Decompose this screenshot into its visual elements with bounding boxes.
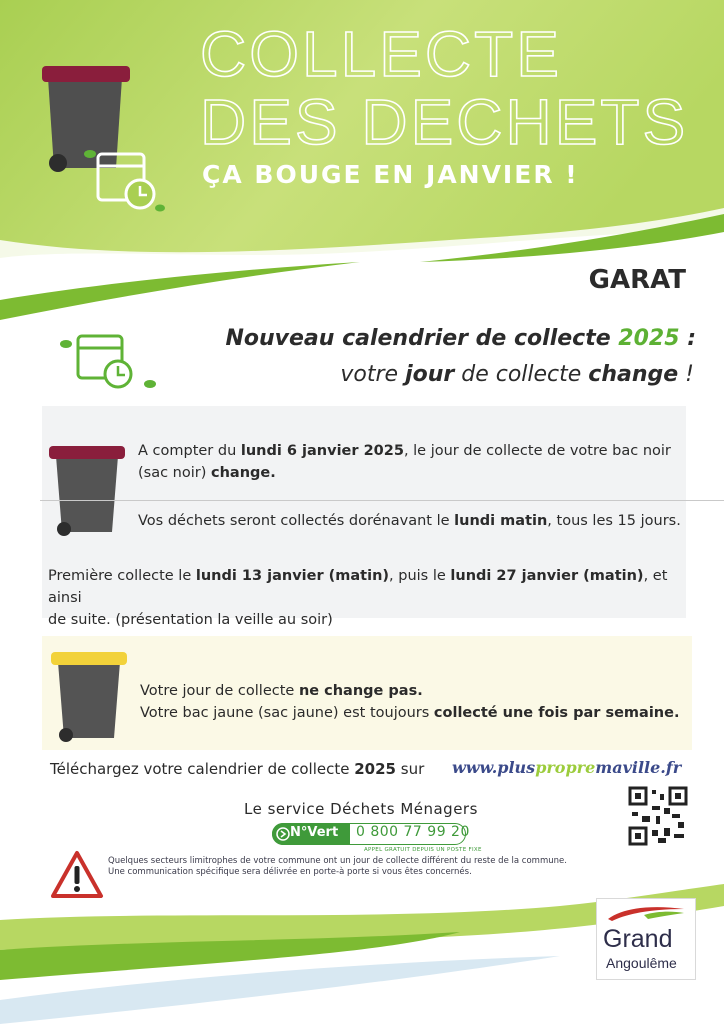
logo-line-1: Grand [603, 925, 673, 953]
commune-name: GARAT [588, 265, 686, 295]
logo-line-2: Angoulême [606, 955, 677, 971]
logo-swoosh-icon [604, 903, 688, 923]
title-line-2: DES DECHETS [200, 86, 689, 158]
subtitle: ÇA BOUGE EN JANVIER ! [202, 160, 579, 189]
arrow-icon [276, 827, 290, 841]
headline-line-1: Nouveau calendrier de collecte 2025 : [225, 326, 696, 351]
phone-number[interactable]: 0 800 77 99 20 [356, 824, 470, 840]
header-calendar-clock-icon [78, 140, 178, 220]
black-bin-icon [46, 442, 130, 542]
phone-note: APPEL GRATUIT DEPUIS UN POSTE FIXE [364, 847, 482, 853]
fold-line [40, 500, 724, 501]
qr-code-icon[interactable] [628, 786, 688, 846]
yellow-bin-text: Votre jour de collecte ne change pas. Votre bac jaune (sac jaune) est toujours collecté une fois par semaine. [140, 683, 680, 721]
black-bin-text-1: A compter du lundi 6 janvier 2025, le jour de collecte de votre bac noir (sac noir) change. [138, 443, 671, 481]
download-text: Téléchargez votre calendrier de collecte 2025 sur [50, 760, 425, 778]
yellow-bin-icon [48, 648, 132, 748]
service-name: Le service Déchets Ménagers [244, 800, 478, 818]
black-bin-text-3: Première collecte le lundi 13 janvier (matin), puis le lundi 27 janvier (matin), et ainsi de suite. (présentation la veille au soir) [48, 568, 668, 628]
headline-line-2: votre jour de collecte change ! [340, 362, 694, 387]
calendar-clock-icon [54, 326, 164, 396]
title-line-1: COLLECTE [200, 18, 562, 90]
black-bin-text-2: Vos déchets seront collectés dorénavant le lundi matin, tous les 15 jours. [138, 513, 681, 529]
website-link[interactable]: www.pluspropremaville.fr [452, 758, 682, 777]
headline-year: 2025 [618, 326, 680, 351]
notice-text: Quelques secteurs limitrophes de votre commune ont un jour de collecte différent du reste de la commune. Une communication spécifique sera délivrée en porte-à porte si vous êtes concernés. [108, 856, 567, 877]
numero-vert-label: N°Vert [290, 825, 339, 840]
